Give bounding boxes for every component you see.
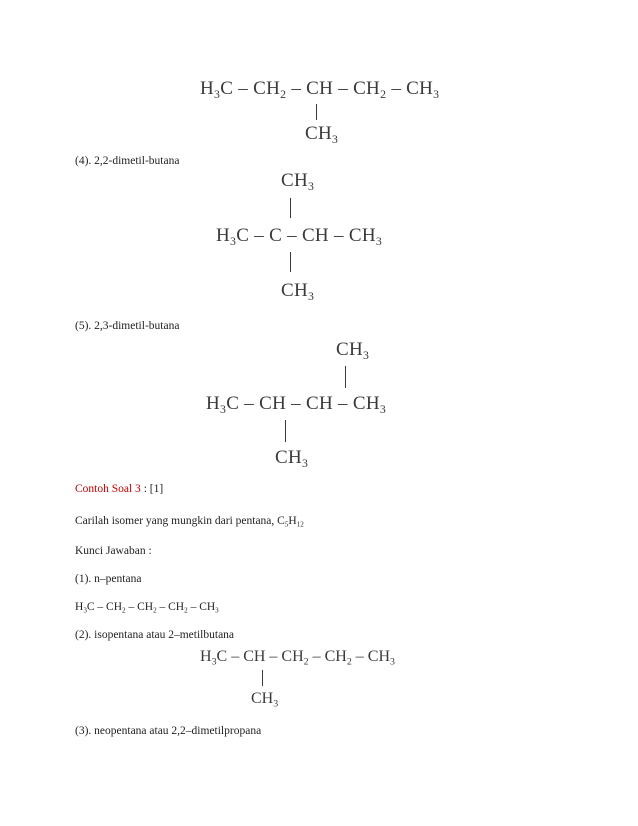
item2-branch-below: $CH_3$ <box>251 690 279 710</box>
item4-branch-below: $CH_3$ <box>281 280 315 304</box>
item5-branch-above: $CH_3$ <box>336 339 370 363</box>
item3-label: (3). neopentana atau 2,2–dimetilpropana <box>75 725 262 737</box>
item1-formula: $H_3C - CH_2 - CH_2 - CH_2 - CH_3$ <box>75 601 219 615</box>
item4-branch-above: $CH_3$ <box>281 170 315 194</box>
bond-vertical <box>290 252 291 272</box>
example3-question <box>75 515 304 527</box>
question-sub: 12 <box>296 520 304 529</box>
question-text: H <box>288 515 297 527</box>
item5-branch-below: $CH_3$ <box>275 447 309 471</box>
item5-chain: $H_3C$ – CH – CH – $CH_3$ <box>206 393 387 417</box>
answer-key-label: Kunci Jawaban : <box>75 545 152 557</box>
question-text: Carilah isomer yang mungkin dari pentana, C <box>75 515 285 527</box>
item5-label: (5). 2,3-dimetil-butana <box>75 320 180 332</box>
structure-top-branch: $CH_3$ <box>305 123 339 147</box>
item2-chain: $H_3C$ – CH – $CH_2 - CH_2 - CH_3$ <box>200 648 395 668</box>
item4-label: (4). 2,2-dimetil-butana <box>75 155 180 167</box>
bond-vertical <box>316 104 317 120</box>
example3-heading-line <box>75 483 163 495</box>
question-sub: 5 <box>284 520 289 529</box>
item2-label: (2). isopentana atau 2–metilbutana <box>75 629 235 641</box>
example3-heading: Contoh Soal 3 <box>75 483 141 495</box>
bond-vertical <box>345 366 346 388</box>
structure-top-chain: $H_3C - CH_2$ – CH – $CH_2 - CH_3$ <box>200 78 440 102</box>
bond-vertical <box>290 198 291 218</box>
item1-label: (1). n–pentana <box>75 573 142 585</box>
example3-reference: : [1] <box>140 483 164 495</box>
item4-chain: $H_3C$ – C – CH – $CH_3$ <box>216 225 383 249</box>
bond-vertical <box>285 420 286 442</box>
bond-vertical <box>262 670 263 686</box>
